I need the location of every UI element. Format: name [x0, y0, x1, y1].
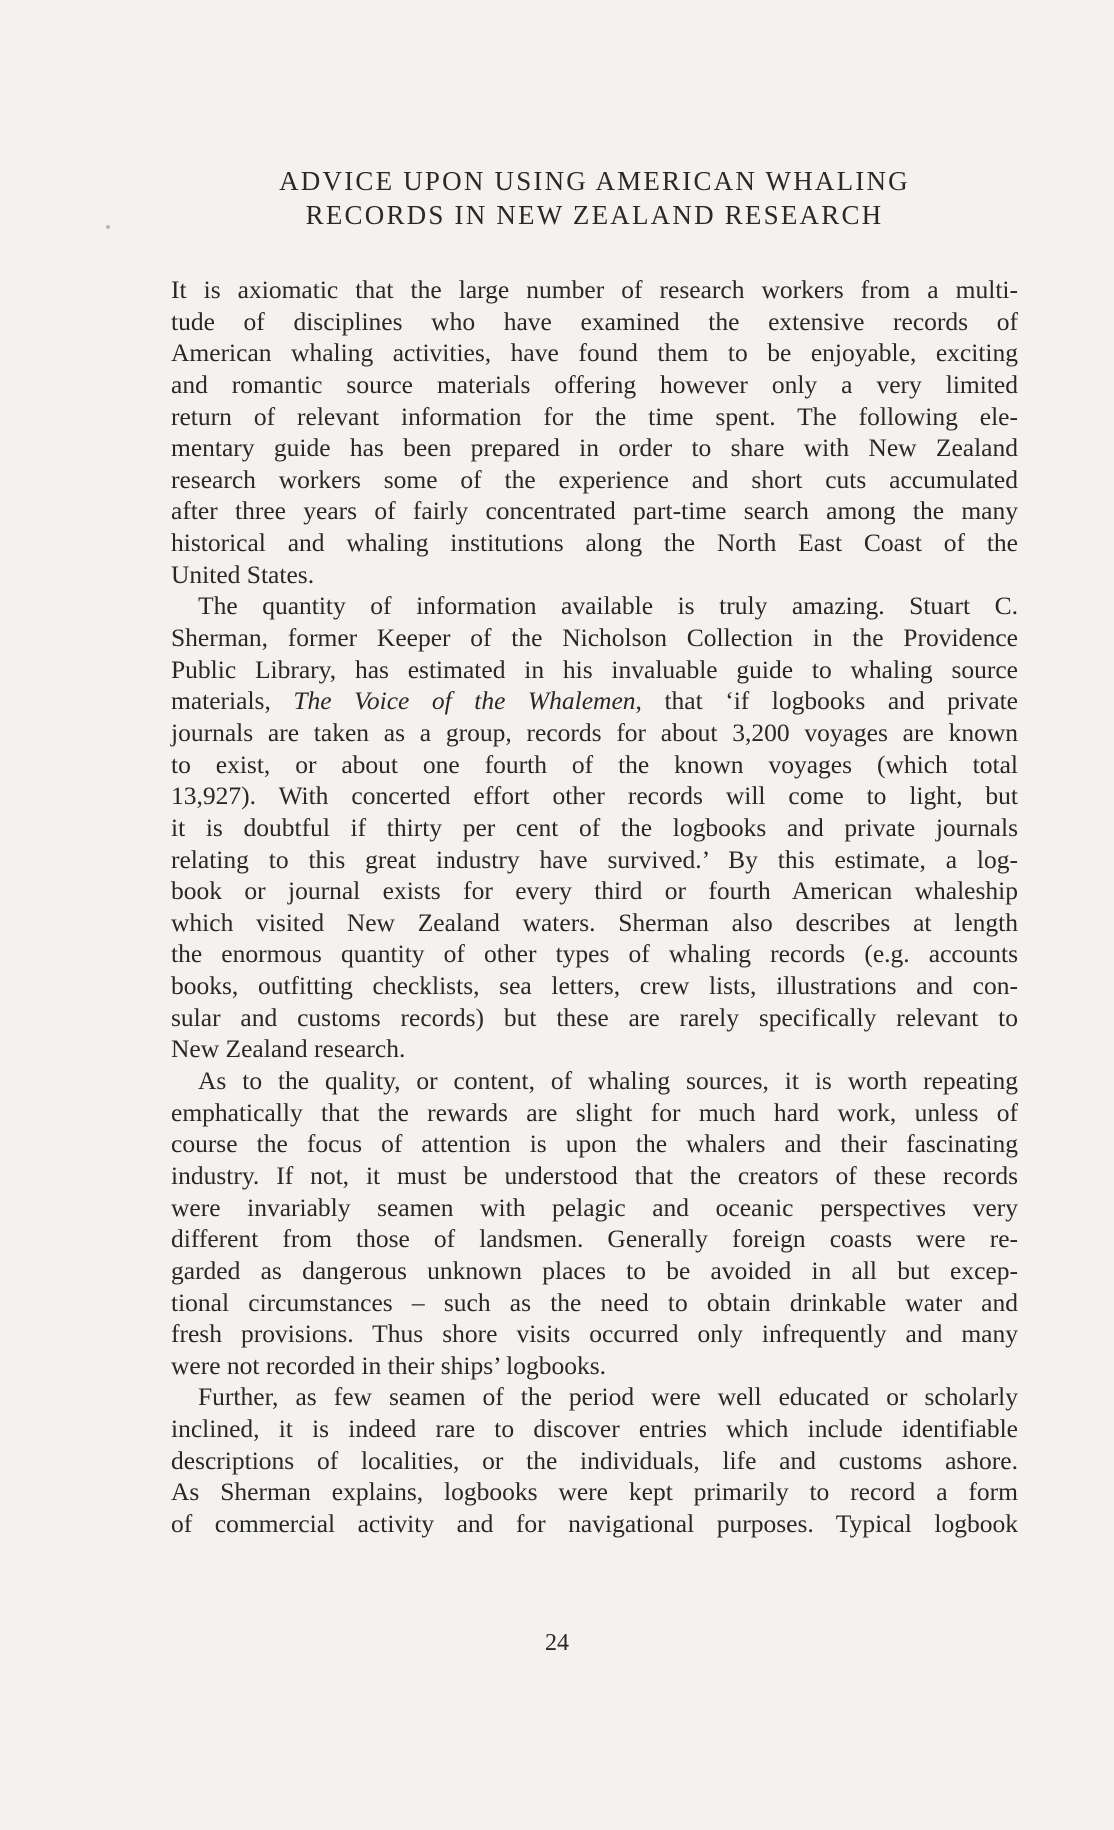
text-line [171, 685, 1018, 717]
text-line: fresh provisions. Thus shore visits occurred only infrequently and many [171, 1319, 1018, 1349]
text-line: research workers some of the experience and short cuts accumulated [171, 464, 1018, 494]
article-body [171, 274, 1018, 1540]
text-line: to exist, or about one fourth of the known voyages (which total [171, 749, 1018, 779]
text-line: 13,927). With concerted effort other records will come to light, but [171, 781, 1018, 811]
paragraph [171, 1065, 1018, 1381]
text-segment: , that ‘if logbooks and private [635, 686, 1018, 716]
text-line: descriptions of localities, or the individuals, life and customs ashore. [171, 1445, 1018, 1475]
text-line: sular and customs records) but these are rarely specifically relevant to [171, 1002, 1018, 1032]
article-title [171, 164, 1018, 232]
text-line: which visited New Zealand waters. Sherman also describes at length [171, 907, 1018, 937]
text-line: Public Library, has estimated in his invaluable guide to whaling source [171, 654, 1018, 684]
text-line: United States. [171, 559, 315, 589]
text-line: return of relevant information for the time spent. The following ele- [171, 401, 1018, 431]
page-number: 24 [545, 1630, 569, 1656]
text-line: It is axiomatic that the large number of research workers from a multi- [171, 275, 1018, 304]
text-line: Sherman, former Keeper of the Nicholson Collection in the Providence [171, 623, 1018, 653]
text-line: were not recorded in their ships’ logbooks. [171, 1350, 607, 1380]
text-line: garded as dangerous unknown places to be avoided in all but excep- [171, 1255, 1018, 1285]
book-title: The Voice of the Whalemen [293, 686, 636, 716]
paragraph [171, 590, 1018, 1065]
text-line: course the focus of attention is upon the whalers and their fascinating [171, 1129, 1018, 1159]
text-line: inclined, it is indeed rare to discover entries which include identifiable [171, 1414, 1018, 1444]
text-line: historical and whaling institutions along the North East Coast of the [171, 528, 1018, 558]
text-line: As Sherman explains, logbooks were kept primarily to record a form [171, 1477, 1018, 1507]
title-line-2: RECORDS IN NEW ZEALAND RESEARCH [305, 200, 884, 230]
title-line-1: ADVICE UPON USING AMERICAN WHALING [279, 166, 910, 196]
text-segment: materials, [171, 686, 294, 716]
text-line: As to the quality, or content, of whaling sources, it is worth repeating [198, 1066, 1018, 1096]
scan-speck [106, 225, 110, 229]
text-line: it is doubtful if thirty per cent of the logbooks and private journals [171, 812, 1018, 842]
text-line: tude of disciplines who have examined the extensive records of [171, 306, 1018, 336]
text-line: relating to this great industry have survived.’ By this estimate, a log- [171, 844, 1018, 874]
text-line: were invariably seamen with pelagic and oceanic perspectives very [171, 1192, 1018, 1222]
text-line: tional circumstances – such as the need to obtain drinkable water and [171, 1287, 1018, 1317]
text-line: of commercial activity and for navigational purposes. Typical logbook [171, 1508, 1018, 1538]
text-line: books, outfitting checklists, sea letters, crew lists, illustrations and con- [171, 971, 1018, 1001]
text-line: industry. If not, it must be understood that the creators of these records [171, 1160, 1018, 1190]
text-line: different from those of landsmen. Generally foreign coasts were re- [171, 1224, 1018, 1254]
text-line: The quantity of information available is truly amazing. Stuart C. [198, 591, 1018, 621]
text-line: book or journal exists for every third or fourth American whaleship [171, 876, 1018, 906]
text-line: New Zealand research. [171, 1034, 406, 1064]
paragraph [171, 274, 1018, 590]
text-line: journals are taken as a group, records for about 3,200 voyages are known [171, 717, 1018, 747]
text-line: after three years of fairly concentrated part-time search among the many [171, 496, 1018, 526]
text-line: Further, as few seamen of the period were well educated or scholarly [198, 1382, 1018, 1412]
text-line: American whaling activities, have found them to be enjoyable, exciting [171, 338, 1018, 368]
text-line: mentary guide has been prepared in order to share with New Zealand [171, 433, 1018, 463]
paragraph [171, 1381, 1018, 1539]
text-line: the enormous quantity of other types of whaling records (e.g. accounts [171, 939, 1018, 969]
text-line: emphatically that the rewards are slight for much hard work, unless of [171, 1097, 1018, 1127]
text-line: and romantic source materials offering however only a very limited [171, 369, 1018, 399]
